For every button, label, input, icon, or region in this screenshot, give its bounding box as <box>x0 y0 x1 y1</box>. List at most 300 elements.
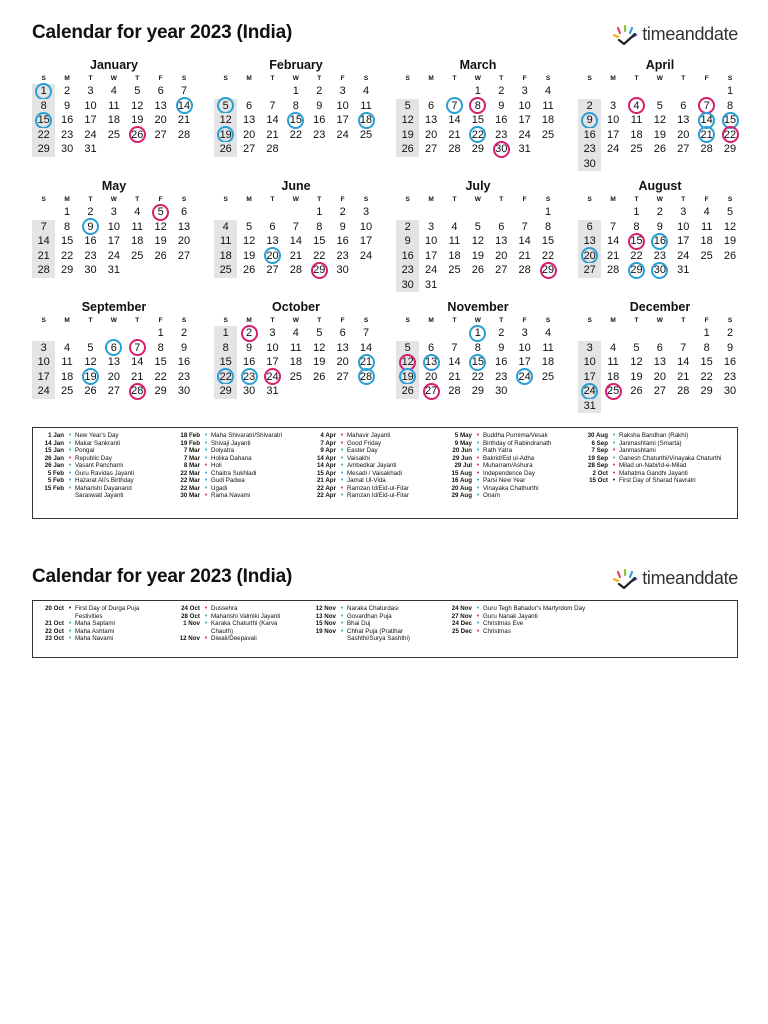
bullet-dot-icon: • <box>476 627 480 635</box>
holiday-date: 29 Jun <box>452 454 472 462</box>
day-cell: 17 <box>32 370 55 385</box>
day-cell: 22 <box>214 370 237 385</box>
day-cell: 10 <box>84 99 97 112</box>
holiday-date: 1 Jan <box>48 432 64 439</box>
day-cell: 16 <box>723 356 737 368</box>
holiday-column <box>563 432 733 485</box>
day-cell: 22 <box>471 370 484 383</box>
weekday-label: T <box>634 75 639 82</box>
day-cell: 30 <box>242 385 256 397</box>
empty-cell <box>672 157 695 172</box>
weekday-label: S <box>181 75 187 82</box>
week-row <box>214 263 378 278</box>
week-row <box>32 84 196 99</box>
day-cell: 12 <box>154 220 167 233</box>
day-cell: 17 <box>677 235 690 247</box>
holiday-name: Parsi New Year <box>483 477 526 484</box>
week-row <box>578 326 742 341</box>
day-cell: 2 <box>87 206 94 218</box>
day-cell: 31 <box>424 278 438 291</box>
holiday-item <box>427 605 597 613</box>
day-cell: 6 <box>339 327 346 339</box>
holiday-name: Vaisakhi <box>347 454 370 462</box>
empty-cell <box>172 263 195 278</box>
day-cell: 20 <box>261 249 284 264</box>
weekday-label: F <box>340 196 345 203</box>
holiday-item <box>291 613 427 621</box>
day-cell: 9 <box>498 99 505 112</box>
holiday-name: Christmas Eve <box>483 620 524 627</box>
day-cell: 3 <box>610 99 617 112</box>
month-april <box>578 58 742 171</box>
day-cell: 21 <box>448 128 461 141</box>
day-cell: 1 <box>726 85 734 97</box>
day-cell: 5 <box>396 341 419 356</box>
holiday-date: 22 Apr <box>316 484 336 492</box>
day-cell: 26 <box>313 370 326 383</box>
holiday-column <box>155 605 291 643</box>
holiday-item <box>563 440 733 448</box>
holiday-name: Bhai Duj <box>347 620 371 627</box>
day-cell: 19 <box>396 370 419 385</box>
day-cell: 3 <box>110 206 117 218</box>
weekday-label: T <box>270 196 275 203</box>
day-cell: 28 <box>677 385 690 397</box>
holiday-date: 30 Aug <box>587 432 608 439</box>
day-cell: 20 <box>677 128 690 141</box>
holiday-date: 7 Sep <box>591 447 608 454</box>
month-name: February <box>269 58 323 72</box>
bullet-dot-icon: • <box>612 469 616 477</box>
weekday-label: S <box>223 196 228 203</box>
day-cell: 14 <box>172 99 195 114</box>
week-row <box>32 113 196 128</box>
day-cell: 1 <box>157 327 164 339</box>
empty-cell <box>284 384 307 399</box>
bullet-dot-icon: • <box>68 605 72 612</box>
day-cell: 9 <box>246 341 253 354</box>
holiday-item <box>427 492 563 500</box>
day-cell: 26 <box>471 264 484 276</box>
day-cell: 3 <box>269 327 276 339</box>
day-cell: 13 <box>107 356 120 368</box>
holiday-name: New Year's Day <box>75 432 119 439</box>
day-cell: 20 <box>495 249 508 262</box>
day-cell: 5 <box>214 99 237 114</box>
day-cell: 29 <box>723 143 737 155</box>
day-cell: 2 <box>339 206 346 218</box>
bullet-dot-icon: • <box>340 432 344 439</box>
weekday-label: S <box>363 196 369 203</box>
day-cell: 11 <box>542 99 554 112</box>
day-cell: 1 <box>703 327 710 339</box>
holiday-date: 7 Mar <box>183 447 200 454</box>
holiday-date: 22 Apr <box>316 492 336 499</box>
day-cell: 9 <box>396 234 419 249</box>
weekday-label: S <box>405 75 410 82</box>
bullet-dot-icon: • <box>68 439 72 447</box>
holiday-item <box>19 470 155 478</box>
day-cell: 21 <box>354 355 377 370</box>
empty-cell <box>237 84 260 99</box>
bullet-dot-icon: • <box>68 635 72 642</box>
weekday-label: S <box>727 196 733 203</box>
weekday-header <box>214 74 378 84</box>
day-cell: 23 <box>495 370 508 383</box>
bullet-dot-icon: • <box>68 477 72 484</box>
day-cell: 27 <box>242 143 256 155</box>
weekday-label: F <box>158 317 163 324</box>
day-cell: 6 <box>428 341 435 354</box>
bullet-dot-icon: • <box>476 477 480 484</box>
weekday-label: T <box>452 317 457 324</box>
holiday-date: 15 Aug <box>451 469 472 477</box>
day-cell: 5 <box>633 341 640 354</box>
bullet-dot-icon: • <box>612 477 616 484</box>
day-cell: 13 <box>177 220 191 233</box>
day-cell: 26 <box>396 142 419 157</box>
empty-cell <box>396 84 419 99</box>
holiday-date: 26 Jan <box>44 454 64 462</box>
day-cell: 12 <box>84 356 97 368</box>
day-cell: 6 <box>246 99 253 112</box>
day-cell: 19 <box>653 128 666 141</box>
bullet-dot-icon: • <box>340 492 344 499</box>
holiday-date: 28 Oct <box>181 612 200 620</box>
day-cell: 28 <box>126 384 149 399</box>
holiday-name: Vinayaka Chathurthi <box>483 484 539 492</box>
holiday-date: 18 Feb <box>180 432 200 439</box>
bullet-dot-icon: • <box>476 469 480 477</box>
day-cell: 9 <box>316 99 323 112</box>
day-cell: 17 <box>336 114 349 126</box>
holiday-date: 5 Feb <box>47 469 64 477</box>
page-title-2: Calendar for year 2023 (India) <box>32 566 293 587</box>
day-cell: 15 <box>154 356 167 368</box>
holiday-name: Chaitra Sukhladi <box>211 469 257 477</box>
day-cell: 25 <box>541 370 555 383</box>
holiday-name: Pongal <box>75 447 95 454</box>
week-row <box>32 341 196 356</box>
holiday-item <box>155 492 291 500</box>
day-cell: 29 <box>32 142 55 157</box>
weekday-label: S <box>363 317 369 324</box>
day-cell: 8 <box>544 220 552 233</box>
week-row <box>578 263 742 278</box>
bullet-dot-icon: • <box>204 612 208 620</box>
empty-cell <box>536 142 559 157</box>
empty-cell <box>354 142 377 157</box>
weekday-label: W <box>110 196 117 203</box>
bullet-dot-icon: • <box>340 462 344 469</box>
bullet-dot-icon: • <box>68 620 72 627</box>
holiday-item <box>155 440 291 448</box>
day-cell: 14 <box>448 356 461 368</box>
empty-cell <box>396 326 419 341</box>
holiday-column <box>427 432 563 500</box>
week-row <box>32 205 196 220</box>
weekday-header <box>32 74 196 84</box>
empty-cell <box>513 205 536 220</box>
day-cell: 13 <box>495 235 508 247</box>
bullet-dot-icon: • <box>612 439 616 447</box>
day-cell: 2 <box>498 85 505 97</box>
holiday-name: Dussehra <box>211 605 238 612</box>
week-row <box>32 220 196 235</box>
weekday-label: T <box>135 317 140 324</box>
bullet-dot-icon: • <box>204 432 208 439</box>
holiday-date: 14 Apr <box>316 454 336 462</box>
holiday-date: 1 Nov <box>183 620 200 627</box>
weekday-label: S <box>41 196 46 203</box>
day-cell: 25 <box>541 128 555 141</box>
day-cell: 1 <box>466 326 489 341</box>
day-cell: 13 <box>336 341 349 354</box>
empty-cell <box>32 205 55 220</box>
empty-cell <box>718 399 741 414</box>
day-cell: 27 <box>653 385 666 397</box>
week-row <box>396 263 560 278</box>
day-cell: 1 <box>633 206 640 218</box>
weekday-header <box>214 195 378 205</box>
holiday-item <box>427 613 597 621</box>
day-cell: 1 <box>474 85 481 97</box>
day-cell: 4 <box>64 341 71 354</box>
weekday-label: F <box>704 317 709 324</box>
day-cell: 26 <box>630 385 643 397</box>
holiday-column <box>19 432 155 500</box>
empty-cell <box>578 326 601 341</box>
day-cell: 23 <box>177 370 191 383</box>
day-cell: 3 <box>362 206 370 218</box>
day-cell: 18 <box>107 114 120 126</box>
holiday-item <box>19 628 155 636</box>
week-row <box>32 249 196 264</box>
bullet-dot-icon: • <box>68 469 72 477</box>
holiday-item <box>427 620 597 628</box>
holiday-item <box>19 455 155 463</box>
holiday-item <box>291 440 427 448</box>
holiday-column <box>155 432 291 500</box>
holiday-name: Good Friday <box>347 439 382 447</box>
empty-cell <box>55 326 78 341</box>
weekday-label: M <box>428 75 434 82</box>
holiday-item <box>427 470 563 478</box>
holiday-name: Maha Navami <box>75 635 114 642</box>
day-cell: 21 <box>266 128 279 141</box>
weekday-label: M <box>610 196 616 203</box>
bullet-dot-icon: • <box>340 484 344 492</box>
holiday-name: Janmashtami <box>619 447 656 454</box>
holiday-name: Ambedkar Jayanti <box>347 462 397 469</box>
holiday-item <box>427 485 563 493</box>
empty-cell <box>718 157 741 172</box>
holiday-name: Hazarat Ali's Birthday <box>75 477 134 484</box>
empty-cell <box>536 384 559 399</box>
holiday-date: 9 May <box>454 439 472 447</box>
bullet-dot-icon: • <box>204 439 208 447</box>
bullet-dot-icon: • <box>68 447 72 454</box>
holiday-name: Onam <box>483 492 500 499</box>
bullet-dot-icon: • <box>204 477 208 484</box>
empty-cell <box>648 157 671 172</box>
day-cell: 3 <box>32 341 55 356</box>
bullet-dot-icon: • <box>476 484 480 492</box>
day-cell: 26 <box>396 384 419 399</box>
day-cell: 21 <box>32 249 55 264</box>
day-cell: 4 <box>610 341 617 354</box>
day-cell: 25 <box>107 128 120 141</box>
day-cell: 16 <box>396 249 419 264</box>
weekday-label: F <box>704 196 709 203</box>
month-july <box>396 179 560 292</box>
day-cell: 31 <box>677 264 690 276</box>
timeanddate-logo[interactable] <box>610 24 738 45</box>
day-cell: 26 <box>126 128 149 143</box>
holiday-date: 20 Oct <box>45 605 64 612</box>
day-cell: 26 <box>84 385 97 397</box>
holiday-item <box>19 635 155 643</box>
timeanddate-logo-2[interactable] <box>610 568 738 589</box>
holiday-name: Milad un-Nabi/Id-e-Milad <box>619 462 687 469</box>
holiday-name: Muharram/Ashura <box>483 462 533 469</box>
holiday-item <box>19 447 155 455</box>
week-row <box>32 234 196 249</box>
day-cell: 25 <box>601 384 624 399</box>
day-cell: 31 <box>518 143 531 155</box>
week-row <box>396 142 560 157</box>
empty-cell <box>149 263 172 278</box>
holiday-date: 7 Apr <box>320 439 336 447</box>
weekday-label: T <box>499 75 504 82</box>
holiday-name: Govardhan Puja <box>347 612 392 620</box>
holiday-item <box>563 455 733 463</box>
empty-cell <box>466 205 489 220</box>
day-cell: 13 <box>424 114 438 126</box>
day-cell: 15 <box>313 235 326 247</box>
day-cell: 24 <box>261 370 284 385</box>
weekday-label: T <box>452 75 457 82</box>
bullet-dot-icon: • <box>68 627 72 635</box>
week-row <box>32 384 196 399</box>
day-cell: 8 <box>466 99 489 114</box>
day-cell: 20 <box>107 370 120 383</box>
holiday-item <box>19 485 155 500</box>
week-row <box>578 384 742 399</box>
empty-cell <box>578 84 601 99</box>
holiday-item <box>19 432 155 440</box>
holiday-item <box>155 470 291 478</box>
day-cell: 30 <box>648 263 671 278</box>
holiday-name: Ugadi <box>211 484 228 492</box>
weekday-header <box>214 316 378 326</box>
holiday-date: 28 Sep <box>588 462 608 469</box>
day-cell: 24 <box>336 128 349 141</box>
weekday-header <box>578 316 742 326</box>
day-cell: 10 <box>359 220 373 233</box>
holiday-date: 19 Feb <box>180 439 200 447</box>
holiday-name: Republic Day <box>75 454 112 462</box>
day-cell: 2 <box>316 85 323 97</box>
day-cell: 21 <box>606 249 620 262</box>
day-cell: 10 <box>424 235 438 247</box>
weekday-label: T <box>317 317 322 324</box>
holiday-item <box>427 432 563 440</box>
day-cell: 30 <box>490 142 513 157</box>
holiday-name: Mesadi / Vaisakhadi <box>347 469 402 477</box>
holiday-date: 24 Dec <box>452 620 472 627</box>
day-cell: 7 <box>126 341 149 356</box>
empty-cell <box>79 326 102 341</box>
holiday-name: Holika Dahana <box>211 454 252 462</box>
holiday-item <box>19 605 155 620</box>
week-row <box>578 142 742 157</box>
day-cell: 2 <box>498 327 505 339</box>
weekday-label: S <box>41 317 46 324</box>
day-cell: 19 <box>723 235 737 247</box>
day-cell: 7 <box>180 85 188 97</box>
month-november <box>396 300 560 399</box>
weekday-label: W <box>110 317 117 324</box>
empty-cell <box>331 142 354 157</box>
empty-cell <box>419 326 442 341</box>
holiday-date: 4 Apr <box>320 432 336 439</box>
holiday-item <box>155 477 291 485</box>
holiday-item <box>563 470 733 478</box>
holiday-name: Holi <box>211 462 222 469</box>
bullet-dot-icon: • <box>612 447 616 454</box>
day-cell: 5 <box>87 341 94 354</box>
bullet-dot-icon: • <box>340 627 344 635</box>
empty-cell <box>443 278 466 293</box>
empty-cell <box>443 205 466 220</box>
bullet-dot-icon: • <box>68 462 72 469</box>
holiday-item <box>291 455 427 463</box>
day-cell: 29 <box>536 263 559 278</box>
day-cell: 31 <box>107 264 120 276</box>
day-cell: 16 <box>336 235 349 247</box>
empty-cell <box>443 326 466 341</box>
holiday-name: Christmas <box>483 627 511 635</box>
week-row <box>578 341 742 356</box>
day-cell: 17 <box>606 128 620 141</box>
holiday-item <box>19 620 155 628</box>
day-cell: 19 <box>79 370 102 385</box>
weekday-label: W <box>292 75 299 82</box>
day-cell: 13 <box>578 234 601 249</box>
empty-cell <box>648 84 671 99</box>
holiday-item <box>291 447 427 455</box>
bullet-dot-icon: • <box>476 439 480 447</box>
weekday-label: M <box>246 196 252 203</box>
day-cell: 16 <box>495 356 508 368</box>
day-cell: 6 <box>269 220 276 233</box>
day-cell: 18 <box>131 235 144 247</box>
bullet-dot-icon: • <box>204 484 208 492</box>
day-cell: 23 <box>336 249 349 262</box>
day-cell: 2 <box>726 327 734 339</box>
day-cell: 23 <box>495 128 508 141</box>
week-row <box>214 84 378 99</box>
day-cell: 23 <box>313 128 326 141</box>
day-cell: 16 <box>84 235 97 247</box>
day-cell: 17 <box>107 235 120 247</box>
day-cell: 11 <box>630 114 643 126</box>
weekday-label: S <box>181 196 187 203</box>
day-cell: 29 <box>214 384 237 399</box>
day-cell: 11 <box>131 220 143 233</box>
weekday-label: M <box>610 75 616 82</box>
